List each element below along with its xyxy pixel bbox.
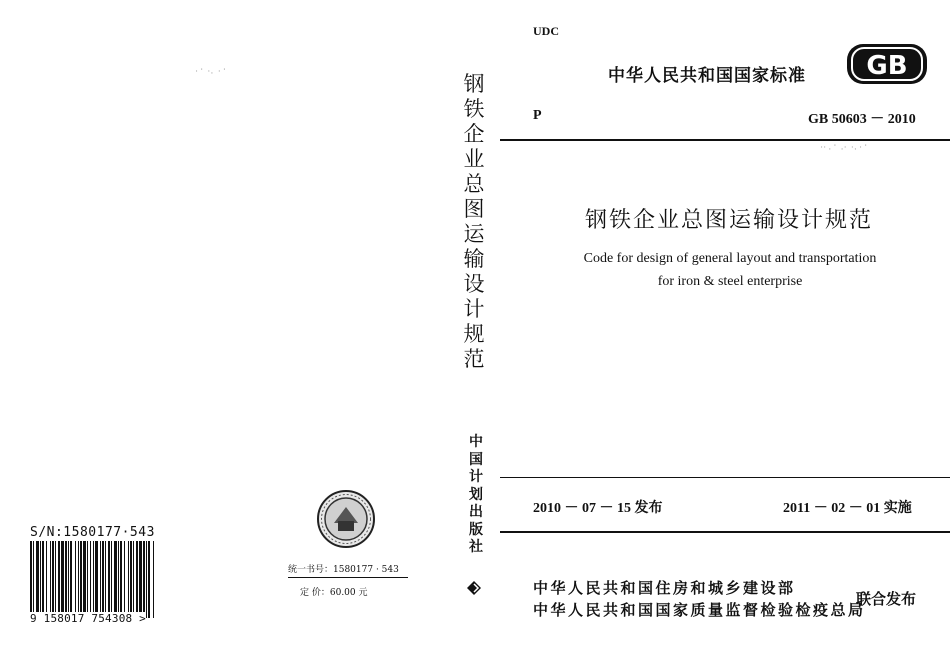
publisher-seal-icon [316,489,376,549]
barcode-bar [153,541,154,618]
barcode-bar [58,541,60,618]
barcode-bar [55,541,56,618]
classification-code: P [533,108,542,123]
barcode-bar [143,541,145,618]
barcode-bar [50,541,51,618]
barcode-bar [75,541,76,618]
english-title [520,247,940,293]
barcode-bar [90,541,91,618]
barcode-bar [114,541,117,618]
barcode-bar [36,541,39,618]
barcode-bar [78,541,79,618]
barcode-bar [68,541,69,618]
barcode-bar [102,541,104,618]
barcode-bar [111,541,112,618]
barcode-bar [128,541,129,618]
standard-number: GB 50603 － 2010 [808,112,916,127]
unified-book-number: 统一书号：1580177 · 543 [288,565,399,575]
barcode-bar [95,541,98,618]
agency-line2: 中华人民共和国国家质量监督检验检疫总局 [533,601,866,619]
chinese-title: 钢铁企业总图运输设计规范 [585,208,874,233]
header-rule [500,139,950,141]
barcode-bar [146,541,147,618]
barcode-bar [105,541,106,618]
barcode-bar [42,541,44,618]
barcode-bar [124,541,125,618]
publisher-logo-icon [466,580,482,596]
barcode-bar [80,541,82,618]
spine-title: 钢铁企业总图运输设计规范 [463,72,485,371]
barcode-bar [30,541,32,618]
standard-header: 中华人民共和国国家标准 [608,66,806,86]
joint-issue-label: 联合发布 [856,590,917,608]
barcode-bar [100,541,101,618]
barcode-bar [108,541,110,618]
serial-number: S/N:1580177·543 [30,525,155,540]
barcode-bar [61,541,64,618]
barcode-bar [33,541,34,618]
effective-date: 2011 － 02 － 01 实施 [783,501,912,516]
barcode-bar [130,541,132,618]
agency-line1: 中华人民共和国住房和城乡建设部 [533,579,796,597]
barcode-icon [30,541,155,618]
barcode-bar [87,541,88,618]
barcode-bar [120,541,122,618]
barcode-bar [148,541,150,618]
svg-text:GB: GB [866,51,908,81]
print-noise: ⠐⠂⠄⠁⠠⠂⠐⠄⠂⠁ [818,144,870,152]
gb-logo-icon [846,42,928,86]
barcode-bar [136,541,138,618]
dates-bottom-rule [500,531,950,533]
udc-label: UDC [533,24,559,38]
barcode-bar [118,541,119,618]
spine-publisher: 中国计划出版社 [469,434,483,555]
barcode-bar [83,541,86,618]
barcode-bar [46,541,47,618]
price-rule [288,577,408,578]
barcode-bar [52,541,54,618]
dates-top-rule [500,477,950,478]
barcode-bar [70,541,72,618]
english-title-line1: Code for design of general layout and transportation [583,251,877,266]
barcode-bar [65,541,67,618]
barcode-number: 9 158017 754308 > [30,612,146,625]
barcode-bar [93,541,94,618]
barcode-bar [40,541,41,618]
english-title-line2: for iron & steel enterprise [657,274,803,289]
price: 定 价：60.00 元 [300,588,368,598]
barcode-bar [133,541,134,618]
issue-date: 2010 － 07 － 15 发布 [533,501,663,516]
issuing-agencies [533,577,866,621]
barcode-bar [139,541,142,618]
print-noise: ⠂⠁⠐⠄ ⠂⠁ [195,68,228,76]
